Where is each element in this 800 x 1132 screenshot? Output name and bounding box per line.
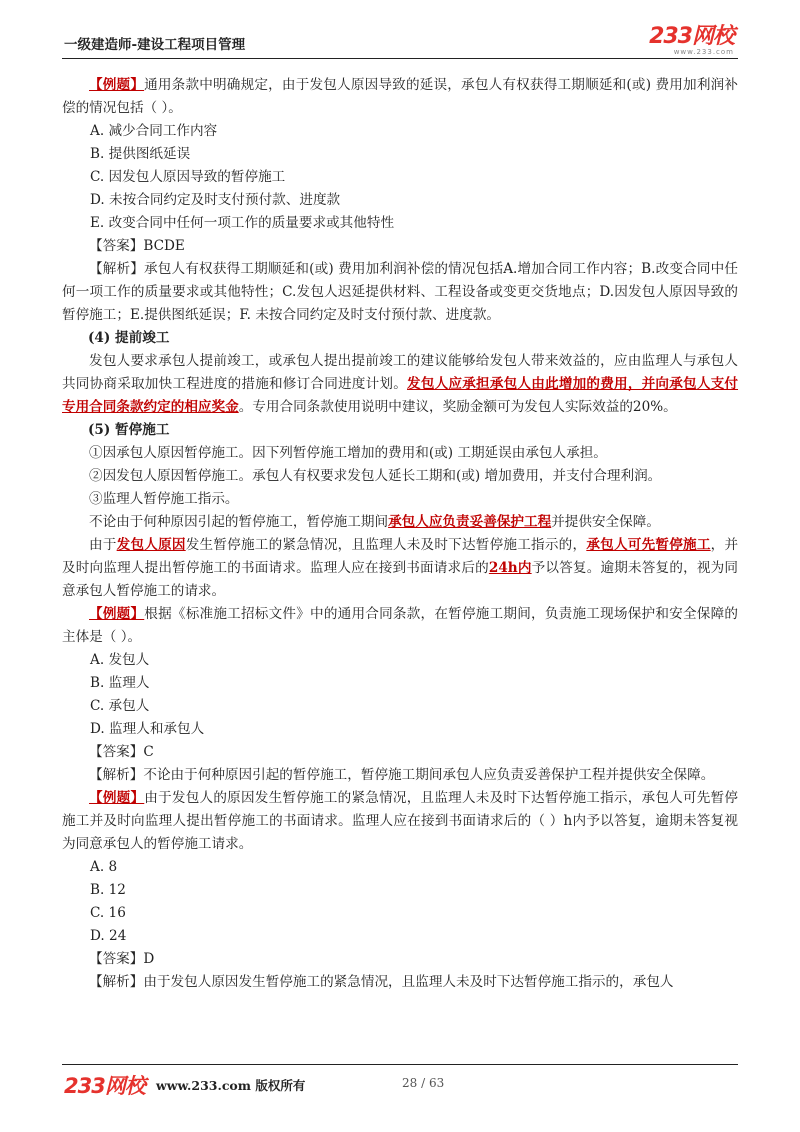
q2-tag: 【例题】 [89,606,145,622]
s5-p1-a: 不论由于何种原因引起的暂停施工，暂停施工期间 [89,514,389,530]
s5-p2-highlight-2: 承包人可先暂停施工 [586,537,711,553]
s5-item-1: ①因承包人原因暂停施工。因下列暂停施工增加的费用和(或) 工期延误由承包人承担。 [89,445,607,461]
s4-highlight: 发包人应承担承包人由此增加的费用，并向承包人支付专用合同条款约定的相应奖金 [62,376,739,415]
s5-item-2: ②因发包人原因暂停施工。承包人有权要求发包人延长工期和(或) 增加费用，并支付合理利润。 [89,468,662,484]
s5-p2-d: 予以答复。逾期未答复的，视为同意承包人暂停施工的请求。 [62,560,738,599]
site-logo[interactable] [649,26,734,56]
logo-text: 233网校 [649,24,734,49]
q1-option-b: B. 提供图纸延误 [90,146,191,162]
section-5-heading: (5) 暂停施工 [88,422,170,438]
q2-option-a: A. 发包人 [90,652,150,668]
s5-p2-a: 由于 [89,537,117,553]
q2-answer-value: C [143,744,154,760]
q3-option-d: D. 24 [90,928,127,944]
q1-option-c: C. 因发包人原因导致的暂停施工 [90,169,286,185]
header-divider [62,58,738,59]
s5-p2-highlight-3: 24h内 [488,560,532,576]
q2-answer-label: 【答案】 [89,744,144,760]
q3-analysis-text: 由于发包人原因发生暂停施工的紧急情况，且监理人未及时下达暂停施工指示的，承包人 [143,974,674,990]
page-header [62,26,738,56]
q2-option-d: D. 监理人和承包人 [90,721,205,737]
s4-text-b: 。专用合同条款使用说明中建议，奖励金额可为发包人实际效益的20%。 [238,399,677,415]
q3-answer-value: D [143,951,155,967]
q1-option-e: E. 改变合同中任何一项工作的质量要求或其他特性 [90,215,395,231]
page-content [62,74,738,994]
s4-text-a: 发包人要求承包人提前竣工，或承包人提出提前竣工的建议能够给发包人带来效益的，应由监理人与承包人共同协商采取加快工程进度的措施和修订合同进度计划。 [62,353,738,392]
q3-option-b: B. 12 [90,882,126,898]
q1-answer-label: 【答案】 [89,238,144,254]
q3-option-a: A. 8 [90,859,118,875]
q1-stem-text: 通用条款中明确规定，由于发包人原因导致的延误，承包人有权获得工期顺延和(或) 费用加利润补偿的情况包括（ ）。 [62,77,738,116]
s5-p1-highlight: 承包人应负责妥善保护工程 [388,514,552,530]
q1-option-a: A. 减少合同工作内容 [90,123,218,139]
q3-answer-label: 【答案】 [89,951,144,967]
q1-analysis-label: 【解析】 [89,261,145,277]
page-number: 28 / 63 [402,1076,445,1090]
q2-stem [62,603,738,649]
q3-analysis [62,971,738,994]
q3-stem [62,787,738,856]
footer-divider [62,1064,738,1065]
q1-analysis [62,258,738,327]
q1-stem [62,74,738,120]
q3-analysis-label: 【解析】 [89,974,144,990]
q2-analysis-label: 【解析】 [89,767,144,783]
q1-tag: 【例题】 [89,77,145,93]
document-title: 一级建造师-建设工程项目管理 [64,37,246,53]
logo-url: www.233.com [673,48,734,56]
s5-item-3: ③监理人暂停施工指示。 [89,491,239,507]
s5-p1-b: 并提供安全保障。 [551,514,660,530]
s5-paragraph-2 [62,534,738,603]
section-4-heading: (4) 提前竣工 [88,330,170,346]
footer-site-copyright[interactable]: www.233.com 版权所有 [156,1078,306,1093]
q3-answer [62,948,738,971]
q2-stem-text: 根据《标准施工招标文件》中的通用合同条款，在暂停施工期间，负责施工现场保护和安全保障的主体是（ ）。 [62,606,739,645]
footer-logo[interactable]: 233网校 [64,1074,145,1098]
q3-stem-text: 由于发包人的原因发生暂停施工的紧急情况，且监理人未及时下达暂停施工指示，承包人可先暂停施工并及时向监理人提出暂停施工的书面请求。监理人应在接到书面请求后的（ ）h内予以答复，逾期未答复视为同意承包人的暂停施工请求。 [62,790,739,852]
q1-analysis-text: 承包人有权获得工期顺延和(或) 费用加利润补偿的情况包括A.增加合同工作内容；B.改变合同中任何一项工作的质量要求或其他特性；C.发包人迟延提供材料、工程设备或变更交货地点；D.因发包人原因导致的暂停施工；E.提供图纸延误；F. 未按合同约定及时支付预付款、进度款。 [62,261,739,323]
q2-option-b: B. 监理人 [90,675,150,691]
q2-option-c: C. 承包人 [90,698,150,714]
section-4-paragraph [62,350,738,419]
q2-analysis [62,764,738,787]
s5-p2-b: 发生暂停施工的紧急情况，且监理人未及时下达暂停施工指示的， [185,537,587,553]
q1-option-d: D. 未按合同约定及时支付预付款、进度款 [90,192,341,208]
s5-paragraph-1 [62,511,738,534]
q3-tag: 【例题】 [89,790,145,806]
q1-answer [62,235,738,258]
q2-answer [62,741,738,764]
s5-p2-c: ，并及时向监理人提出暂停施工的书面请求。监理人应在接到书面请求后的 [62,537,739,576]
q1-answer-value: BCDE [143,238,185,254]
q3-option-c: C. 16 [90,905,126,921]
q2-analysis-text: 不论由于何种原因引起的暂停施工，暂停施工期间承包人应负责妥善保护工程并提供安全保障。 [143,767,715,783]
s5-p2-highlight-1: 发包人原因 [116,537,186,553]
page-footer [62,1070,738,1096]
